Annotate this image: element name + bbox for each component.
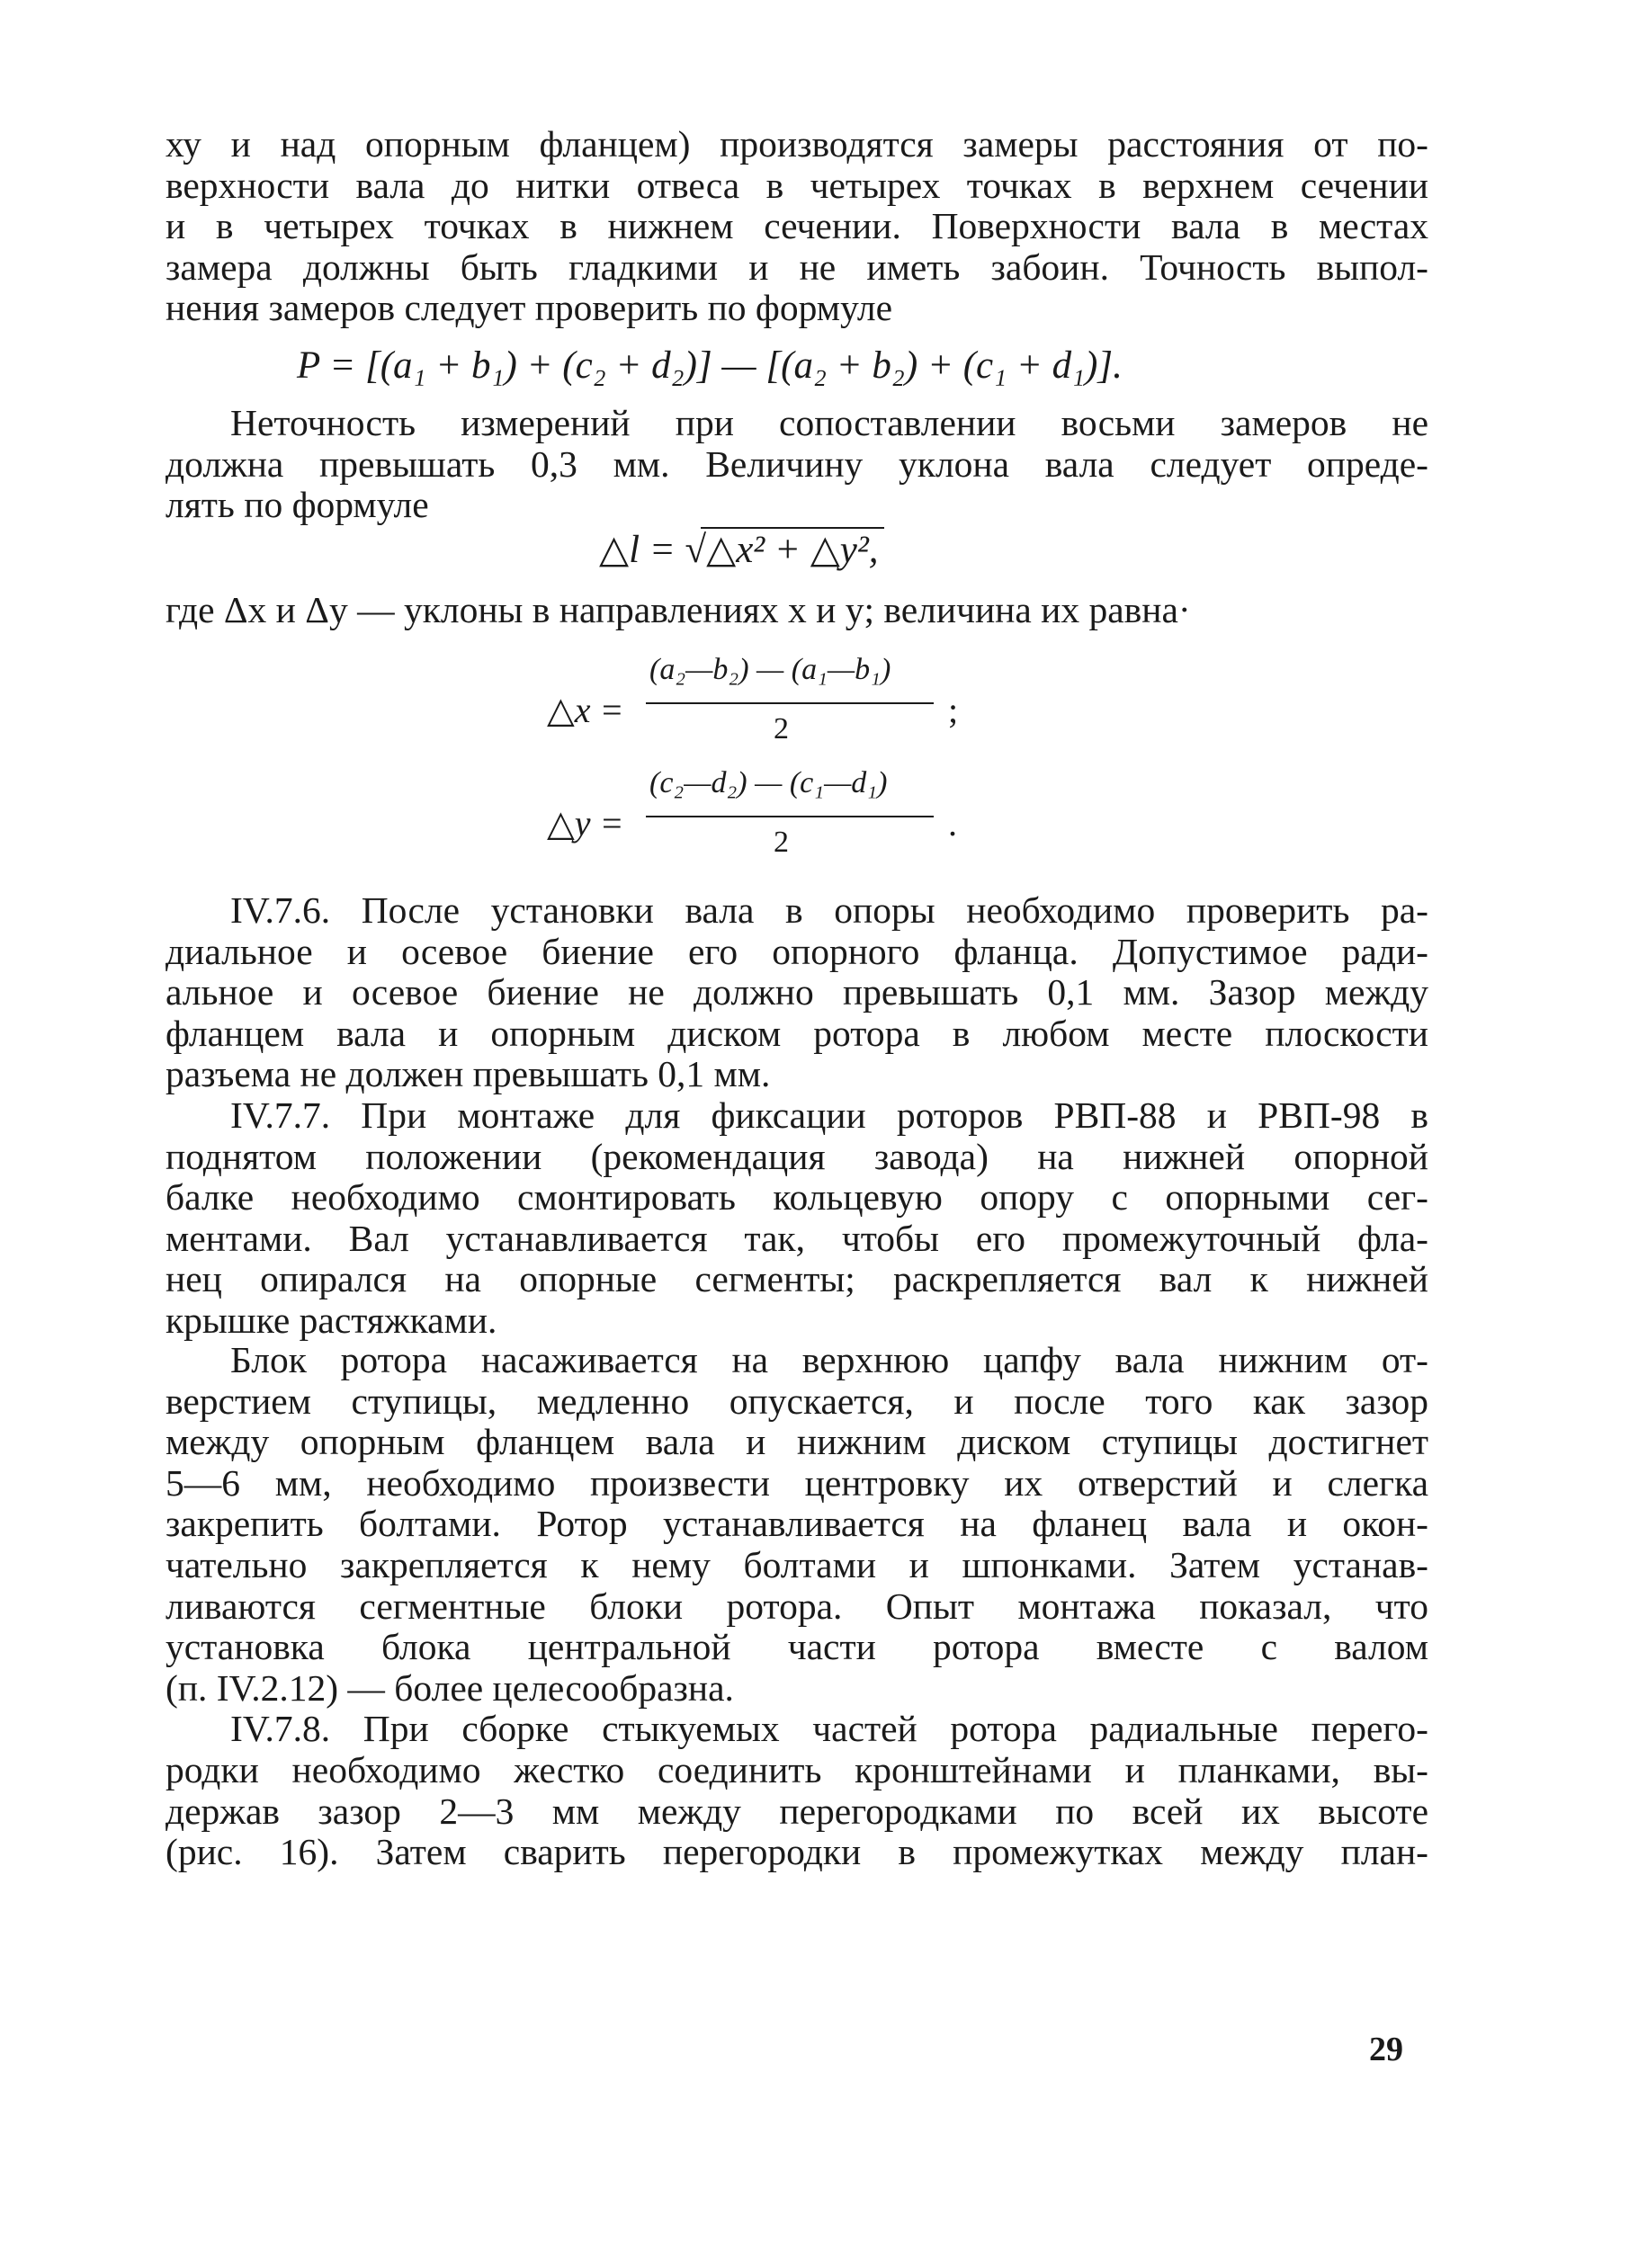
section-rotor-block	[166, 1340, 1428, 1873]
section-iv-7-6-7	[166, 890, 1428, 1342]
formula-delta-x-punct: ;	[948, 690, 959, 730]
formula-delta-x-denominator: 2	[774, 712, 789, 746]
formula-delta-x-numerator: (a₂—b₂) — (a₁—b₁)	[649, 653, 891, 686]
text-line: IV.7.8. При сборке стыкуемых частей ротора радиальные перего-	[230, 1708, 1428, 1750]
formula-delta-y-numerator: (c₂—d₂) — (c₁—d₁)	[649, 766, 888, 799]
paragraph-inaccuracy	[166, 403, 1428, 526]
text-line: установка блока центральной части ротора вместе с валом	[166, 1626, 1428, 1668]
text-line: закрепить болтами. Ротор устанавливается на фланец вала и окон-	[166, 1503, 1428, 1545]
text-line: альное и осевое биение не должно превышать 0,1 мм. Зазор между	[166, 971, 1428, 1013]
text-line: где Δx и Δy — уклоны в направлениях x и y; величина их равна·	[166, 589, 1191, 630]
text-line: поднятом положении (рекомендация завода) на нижней опорной	[166, 1135, 1428, 1177]
text-line: фланцем вала и опорным диском ротора в любом месте плоскости	[166, 1012, 1428, 1054]
fraction-bar	[646, 702, 934, 704]
where-line	[166, 590, 1428, 631]
formula-slope	[599, 527, 884, 572]
text-line: держав зазор 2—3 мм между перегородками по всей их высоте	[166, 1790, 1428, 1832]
text-line: Неточность измерений при сопоставлении восьми замеров не	[230, 402, 1428, 443]
text-line: Блок ротора насаживается на верхнюю цапфу вала нижним от-	[230, 1339, 1428, 1380]
text-line: нения замеров следует проверить по формуле	[166, 287, 893, 329]
formula-delta-x	[547, 653, 1015, 752]
text-line: разъема не должен превышать 0,1 мм.	[166, 1053, 771, 1095]
text-line: IV.7.7. При монтаже для фиксации роторов РВП-88 и РВП-98 в	[230, 1094, 1428, 1136]
formula-slope-radicand: △x² + △y²,	[701, 527, 883, 571]
text-line: чательно закрепляется к нему болтами и шпонками. Затем устанав-	[166, 1543, 1428, 1585]
text-line: должна превышать 0,3 мм. Величину уклона вала следует опреде-	[166, 442, 1428, 485]
formula-delta-x-lhs: △x =	[547, 690, 624, 730]
text-line: верхности вала до нитки отвеса в четырех точках в верхнем сечении	[166, 164, 1428, 206]
formula-delta-y-lhs: △y =	[547, 803, 624, 844]
text-line: балке необходимо смонтировать кольцевую опору с опорными сег-	[166, 1176, 1428, 1219]
text-line: крышке растяжками.	[166, 1299, 497, 1341]
formula-delta-y-punct: .	[948, 803, 957, 844]
page-number: 29	[1369, 2031, 1403, 2068]
fraction-bar	[646, 816, 934, 817]
text-line: (рис. 16). Затем сварить перегородки в промежутках между план-	[166, 1831, 1428, 1873]
text-line: и в четырех точках в нижнем сечении. Поверхности вала в местах	[166, 205, 1428, 247]
text-line: 5—6 мм, необходимо произвести центровку их отверстий и слегка	[166, 1461, 1428, 1504]
text-line: между опорным фланцем вала и нижним диском ступицы достигнет	[166, 1421, 1428, 1463]
paragraph-measurements	[166, 124, 1428, 329]
text-line: лять по формуле	[166, 484, 429, 526]
formula-delta-y-denominator: 2	[774, 826, 789, 859]
text-line: IV.7.6. После установки вала в опоры необходимо проверить ра-	[230, 889, 1428, 931]
formula-p: P = [(a₁ + b₁) + (c₂ + d₂)] — [(a₂ + b₂) + (c₁ + d₁)].	[297, 344, 1123, 387]
formula-slope-lhs: △l = √	[599, 529, 707, 571]
text-line: ливаются сегментные блоки ротора. Опыт монтажа показал, что	[166, 1585, 1428, 1627]
text-line: нец опирался на опорные сегменты; раскрепляется вал к нижней	[166, 1258, 1428, 1300]
text-line: диальное и осевое биение его опорного фланца. Допустимое ради-	[166, 930, 1428, 972]
text-line: верстием ступицы, медленно опускается, и после того как зазор	[166, 1380, 1428, 1422]
text-line: ху и над опорным фланцем) производятся замеры расстояния от по-	[166, 123, 1428, 165]
text-line: (п. IV.2.12) — более целесообразна.	[166, 1666, 734, 1709]
text-line: замера должны быть гладкими и не иметь забоин. Точность выпол-	[166, 246, 1428, 288]
text-line: ментами. Вал устанавливается так, чтобы его промежуточный фла-	[166, 1217, 1428, 1259]
formula-delta-y	[547, 766, 1015, 865]
text-line: родки необходимо жестко соединить кронштейнами и планками, вы-	[166, 1748, 1428, 1790]
